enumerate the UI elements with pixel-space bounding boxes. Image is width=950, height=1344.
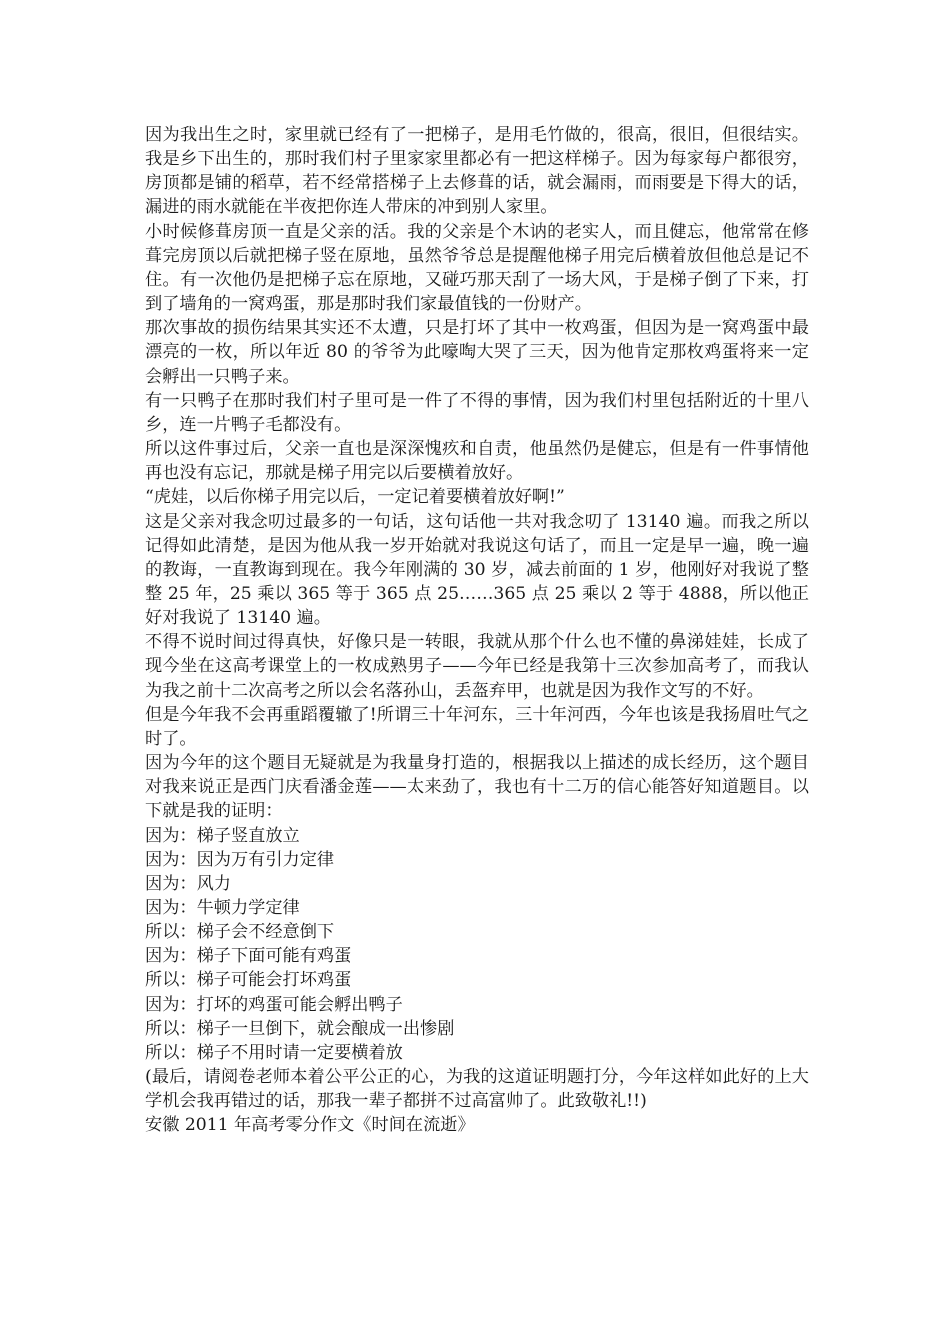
paragraph-closing-note: (最后，请阅卷老师本着公平公正的心，为我的这道证明题打分，今年这样如此好的上大学机会我再错过的话，那我一辈子都拼不过高富帅了。此致敬礼!!) bbox=[145, 1067, 809, 1112]
paragraph-quote: “虎娃，以后你梯子用完以后，一定记着要横着放好啊!” bbox=[145, 487, 565, 508]
paragraph-ladder-origin: 因为我出生之时，家里就已经有了一把梯子，是用毛竹做的，很高，很旧，但很结实。我是乡下出生的，那时我们村子里家家里都必有一把这样梯子。因为每家每户都很穷，房顶都是铺的稻草，若不经常搭梯子上去修葺的话，就会漏雨，而雨要是下得大的话，漏进的雨水就能在半夜把你连人带床的冲到别人家里。 bbox=[145, 125, 809, 218]
proof-line: 因为：牛顿力学定律 bbox=[145, 898, 300, 918]
proof-line: 所以：梯子可能会打坏鸡蛋 bbox=[145, 970, 352, 991]
proof-line: 所以：梯子会不经意倒下 bbox=[145, 922, 335, 943]
paragraph-father-guilt: 所以这件事过后，父亲一直也是深深愧疚和自责，他虽然仍是健忘，但是有一件事情他再也没有忘记，那就是梯子用完以后要横着放好。 bbox=[145, 439, 809, 484]
paragraph-duck: 有一只鸭子在那时我们村子里可是一件了不得的事情，因为我们村里包括附近的十里八乡，连一片鸭子毛都没有。 bbox=[145, 390, 809, 435]
proof-line: 因为：风力 bbox=[145, 873, 231, 894]
paragraph-this-year: 但是今年我不会再重蹈覆辙了!所谓三十年河东，三十年河西，今年也该是我扬眉吐气之时了。 bbox=[145, 704, 809, 749]
paragraph-father-roof: 小时候修葺房顶一直是父亲的活。我的父亲是个木讷的老实人，而且健忘，他常常在修葺完房顶以后就把梯子竖在原地，虽然爷爷总是提醒他梯子用完后横着放但他总是记不住。有一次他仍是把梯子忘在原地，又碰巧那天刮了一场大风，于是梯子倒了下来，打到了墙角的一窝鸡蛋，那是那时我们家最值钱的一份财产。 bbox=[145, 221, 809, 315]
paragraph-time-flies: 不得不说时间过得真快，好像只是一转眼，我就从那个什么也不懂的鼻涕娃娃，长成了现今坐在这高考课堂上的一枚成熟男子——今年已经是我第十三次参加高考了，而我认为我之前十二次高考之所以会名落孙山，丢盔弃甲，也就是因为我作文写的不好。 bbox=[145, 632, 809, 701]
paragraph-accident: 那次事故的损伤结果其实还不太遭，只是打坏了其中一枚鸡蛋，但因为是一窝鸡蛋中最漂亮的一枚，所以年近 80 的爷爷为此嚎啕大哭了三天，因为他肯定那枚鸡蛋将来一定会孵出一只鸭子来。 bbox=[145, 318, 809, 387]
proof-line: 因为：打坏的鸡蛋可能会孵出鸭子 bbox=[145, 994, 403, 1015]
proof-line: 因为：梯子下面可能有鸡蛋 bbox=[145, 946, 352, 967]
proof-line: 因为：因为万有引力定律 bbox=[145, 849, 335, 870]
proof-line: 所以：梯子不用时请一定要横着放 bbox=[145, 1042, 403, 1063]
essay-source-title: 安徽 2011 年高考零分作文《时间在流逝》 bbox=[145, 1115, 475, 1136]
proof-line: 所以：梯子一旦倒下，就会酿成一出惨剧 bbox=[145, 1018, 455, 1039]
paragraph-count: 这是父亲对我念叨过最多的一句话，这句话他一共对我念叨了 13140 遍。而我之所以记得如此清楚，是因为他从我一岁开始就对我说这句话了，而且一定是早一遍，晚一遍的教诲，一直教诲到现在。我今年刚满的 30 岁，减去前面的 1 岁，他刚好对我说了整整 25 年，25 乘以 365 等于 365 点 25……365 点 25 乘以 2 等于 4888，所以他正好对我说了 13140 遍。 bbox=[145, 511, 809, 629]
proof-line: 因为：梯子竖直放立 bbox=[145, 825, 300, 846]
document-body bbox=[145, 123, 809, 1138]
paragraph-topic: 因为今年的这个题目无疑就是为我量身打造的，根据我以上描述的成长经历，这个题目对我来说正是西门庆看潘金莲——太来劲了，我也有十二万的信心能答好知道题目。以下就是我的证明： bbox=[145, 753, 809, 822]
